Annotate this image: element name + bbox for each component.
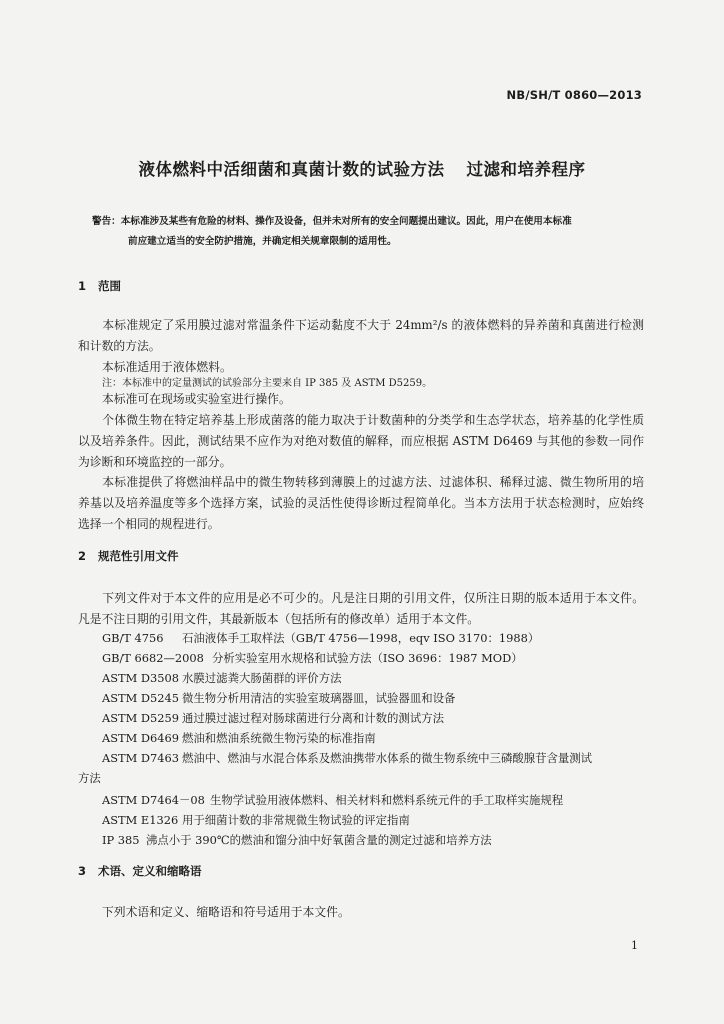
warning-line-2: 前应建立适当的安全防护措施，并确定相关规章限制的适用性。 <box>128 236 397 247</box>
reference-continuation: 方法 <box>78 771 101 785</box>
reference-item: ASTM D5259 通过膜过滤过程对肠球菌进行分离和计数的测试方法 <box>102 711 444 725</box>
terms-intro: 下列术语和定义、缩略语和符号适用于本文件。 <box>102 905 350 919</box>
reference-item: ASTM D5245 微生物分析用清洁的实验室玻璃器皿，试验器皿和设备 <box>102 691 456 705</box>
reference-item: ASTM D3508 水膜过滤粪大肠菌群的评价方法 <box>102 671 342 685</box>
scope-paragraph-3: 本标准可在现场或实验室进行操作。 <box>102 392 291 406</box>
standard-code: NB/SH/T 0860—2013 <box>506 88 642 102</box>
page-number: 1 <box>631 939 638 952</box>
reference-item: GB/T 4756 石油液体手工取样法（GB/T 4756—1998，eqv ISO 3170：1988） <box>102 631 540 645</box>
title-main: 液体燃料中活细菌和真菌计数的试验方法 <box>138 160 445 179</box>
scope-paragraph-1: 本标准规定了采用膜过滤对常温条件下运动黏度不大于 24mm²/s 的液体燃料的异养菌和真菌进行检测和计数的方法。 <box>78 318 644 353</box>
section-2-heading: 2 规范性引用文件 <box>78 549 179 563</box>
safety-warning <box>92 212 652 252</box>
reference-item: IP 385 沸点小于 390℃的燃油和馏分油中好氧菌含量的测定过滤和培养方法 <box>102 833 492 847</box>
document-title <box>0 156 724 180</box>
reference-item: ASTM D7464－08 生物学试验用液体燃料、相关材料和燃料系统元件的手工取样实施规程 <box>102 793 564 807</box>
reference-item: ASTM D6469 燃油和燃油系统微生物污染的标准指南 <box>102 731 376 745</box>
scope-paragraph-2: 本标准适用于液体燃料。 <box>102 360 232 374</box>
section-3-heading: 3 术语、定义和缩略语 <box>78 864 202 878</box>
reference-item: ASTM E1326 用于细菌计数的非常规微生物试验的评定指南 <box>102 813 410 827</box>
references-intro: 下列文件对于本文件的应用是必不可少的。凡是注日期的引用文件，仅所注日期的版本适用于本文件。凡是不注日期的引用文件，其最新版本（包括所有的修改单）适用于本文件。 <box>78 591 644 626</box>
scope-paragraph-5: 本标准提供了将燃油样品中的微生物转移到薄膜上的过滤方法、过滤体积、稀释过滤、微生物所用的培养基以及培养温度等多个选择方案，试验的灵活性使得诊断过程简单化。当本方法用于状态检测时，应始终选择一个相同的规程进行。 <box>78 475 644 531</box>
reference-item: ASTM D7463 燃油中、燃油与水混合体系及燃油携带水体系的微生物系统中三磷酸腺苷含量测试 <box>102 751 593 765</box>
scope-paragraph-4: 个体微生物在特定培养基上形成菌落的能力取决于计数菌种的分类学和生态学状态，培养基的化学性质以及培养条件。因此，测试结果不应作为对绝对数值的解释，而应根据 ASTM D6469 与其他的参数一同作为诊断和环境监控的一部分。 <box>78 413 644 469</box>
scope-note: 注：本标准中的定量测试的试验部分主要来自 IP 385 及 ASTM D5259。 <box>102 378 433 389</box>
warning-line-1: 警告：本标准涉及某些有危险的材料、操作及设备，但并未对所有的安全问题提出建议。因此，用户在使用本标准 <box>92 216 572 227</box>
section-1-heading: 1 范围 <box>78 279 121 293</box>
reference-item: GB/T 6682—2008 分析实验室用水规格和试验方法（ISO 3696：1987 MOD） <box>102 651 523 665</box>
title-sub: 过滤和培养程序 <box>466 160 586 179</box>
